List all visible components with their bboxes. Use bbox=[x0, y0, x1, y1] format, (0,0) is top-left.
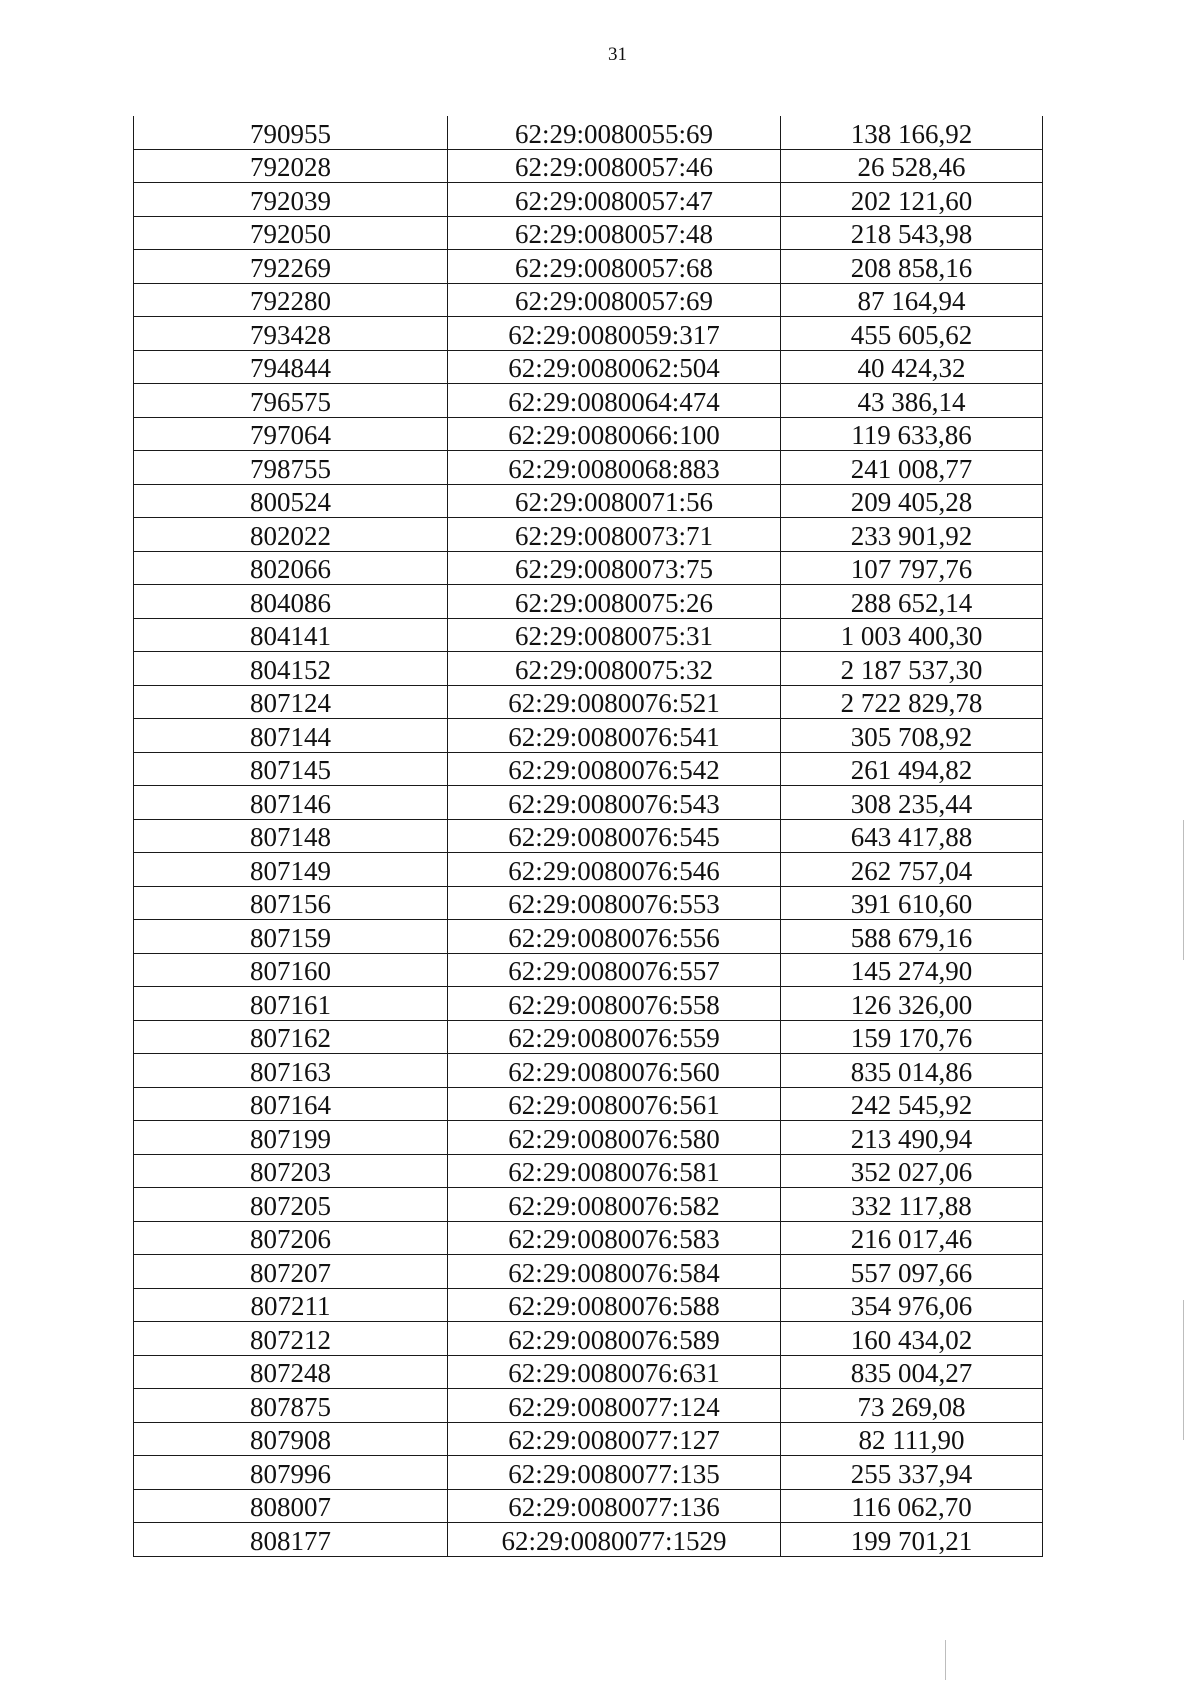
cell-id: 807248 bbox=[134, 1355, 448, 1389]
cell-id: 798755 bbox=[134, 451, 448, 485]
table-row bbox=[134, 953, 1043, 987]
page-number: 31 bbox=[608, 44, 627, 65]
cell-cadastral-value: 835 014,86 bbox=[781, 1054, 1043, 1088]
cell-cadastral-value: 305 708,92 bbox=[781, 719, 1043, 753]
cell-id: 808177 bbox=[134, 1523, 448, 1557]
table-row bbox=[134, 1054, 1043, 1088]
cell-id: 807211 bbox=[134, 1288, 448, 1322]
cell-id: 792280 bbox=[134, 283, 448, 317]
table-row bbox=[134, 1456, 1043, 1490]
cell-cadastral-number: 62:29:0080076:584 bbox=[448, 1255, 781, 1289]
table-row bbox=[134, 451, 1043, 485]
cell-cadastral-value: 557 097,66 bbox=[781, 1255, 1043, 1289]
cell-cadastral-number: 62:29:0080076:557 bbox=[448, 953, 781, 987]
table-body bbox=[134, 116, 1043, 1556]
cell-cadastral-number: 62:29:0080071:56 bbox=[448, 484, 781, 518]
cell-cadastral-value: 2 722 829,78 bbox=[781, 685, 1043, 719]
cell-cadastral-number: 62:29:0080077:1529 bbox=[448, 1523, 781, 1557]
cell-id: 807163 bbox=[134, 1054, 448, 1088]
table-row bbox=[134, 216, 1043, 250]
cell-id: 796575 bbox=[134, 384, 448, 418]
cell-cadastral-number: 62:29:0080076:589 bbox=[448, 1322, 781, 1356]
cell-id: 792039 bbox=[134, 183, 448, 217]
cell-cadastral-number: 62:29:0080057:47 bbox=[448, 183, 781, 217]
table-row bbox=[134, 518, 1043, 552]
cell-id: 807164 bbox=[134, 1087, 448, 1121]
table-row bbox=[134, 719, 1043, 753]
cell-cadastral-number: 62:29:0080076:588 bbox=[448, 1288, 781, 1322]
cell-id: 807203 bbox=[134, 1154, 448, 1188]
table-row bbox=[134, 1020, 1043, 1054]
table-row bbox=[134, 317, 1043, 351]
table-row bbox=[134, 283, 1043, 317]
cell-cadastral-number: 62:29:0080076:631 bbox=[448, 1355, 781, 1389]
cell-cadastral-value: 216 017,46 bbox=[781, 1221, 1043, 1255]
cell-id: 792028 bbox=[134, 149, 448, 183]
cell-cadastral-value: 82 111,90 bbox=[781, 1422, 1043, 1456]
table-row bbox=[134, 920, 1043, 954]
scan-artifact bbox=[945, 1640, 946, 1680]
cell-cadastral-value: 107 797,76 bbox=[781, 551, 1043, 585]
cell-id: 807149 bbox=[134, 853, 448, 887]
table-row bbox=[134, 1087, 1043, 1121]
scan-artifact bbox=[1183, 820, 1184, 960]
table-row bbox=[134, 786, 1043, 820]
cell-id: 800524 bbox=[134, 484, 448, 518]
cell-id: 807996 bbox=[134, 1456, 448, 1490]
cell-id: 793428 bbox=[134, 317, 448, 351]
cell-cadastral-number: 62:29:0080059:317 bbox=[448, 317, 781, 351]
cell-cadastral-number: 62:29:0080076:558 bbox=[448, 987, 781, 1021]
cell-id: 807212 bbox=[134, 1322, 448, 1356]
cell-cadastral-number: 62:29:0080076:581 bbox=[448, 1154, 781, 1188]
cell-id: 807156 bbox=[134, 886, 448, 920]
table-row bbox=[134, 1322, 1043, 1356]
cell-cadastral-value: 43 386,14 bbox=[781, 384, 1043, 418]
cell-cadastral-value: 116 062,70 bbox=[781, 1489, 1043, 1523]
table-row bbox=[134, 1489, 1043, 1523]
cell-cadastral-number: 62:29:0080073:75 bbox=[448, 551, 781, 585]
table-row bbox=[134, 618, 1043, 652]
cell-cadastral-value: 160 434,02 bbox=[781, 1322, 1043, 1356]
cell-cadastral-number: 62:29:0080062:504 bbox=[448, 350, 781, 384]
cell-id: 807159 bbox=[134, 920, 448, 954]
cell-cadastral-number: 62:29:0080057:68 bbox=[448, 250, 781, 284]
cell-cadastral-number: 62:29:0080055:69 bbox=[448, 116, 781, 149]
cell-cadastral-value: 202 121,60 bbox=[781, 183, 1043, 217]
cell-cadastral-number: 62:29:0080075:26 bbox=[448, 585, 781, 619]
cell-cadastral-value: 354 976,06 bbox=[781, 1288, 1043, 1322]
cell-cadastral-number: 62:29:0080076:545 bbox=[448, 819, 781, 853]
cell-cadastral-value: 241 008,77 bbox=[781, 451, 1043, 485]
cell-id: 804141 bbox=[134, 618, 448, 652]
cell-cadastral-value: 218 543,98 bbox=[781, 216, 1043, 250]
cell-cadastral-number: 62:29:0080068:883 bbox=[448, 451, 781, 485]
cell-cadastral-number: 62:29:0080064:474 bbox=[448, 384, 781, 418]
table-row bbox=[134, 1121, 1043, 1155]
table-row bbox=[134, 417, 1043, 451]
cell-id: 807145 bbox=[134, 752, 448, 786]
cell-id: 792269 bbox=[134, 250, 448, 284]
cadastral-value-table bbox=[133, 116, 1043, 1557]
cell-id: 807161 bbox=[134, 987, 448, 1021]
cell-id: 807162 bbox=[134, 1020, 448, 1054]
cell-cadastral-number: 62:29:0080075:32 bbox=[448, 652, 781, 686]
cell-cadastral-value: 242 545,92 bbox=[781, 1087, 1043, 1121]
cell-cadastral-value: 138 166,92 bbox=[781, 116, 1043, 149]
cell-cadastral-number: 62:29:0080076:560 bbox=[448, 1054, 781, 1088]
cell-cadastral-value: 835 004,27 bbox=[781, 1355, 1043, 1389]
table-row bbox=[134, 819, 1043, 853]
table-row bbox=[134, 384, 1043, 418]
cell-cadastral-value: 588 679,16 bbox=[781, 920, 1043, 954]
cell-cadastral-number: 62:29:0080076:582 bbox=[448, 1188, 781, 1222]
cell-cadastral-number: 62:29:0080066:100 bbox=[448, 417, 781, 451]
cell-cadastral-number: 62:29:0080057:69 bbox=[448, 283, 781, 317]
table-row bbox=[134, 551, 1043, 585]
table-row bbox=[134, 183, 1043, 217]
table-row bbox=[134, 116, 1043, 149]
cell-cadastral-number: 62:29:0080057:46 bbox=[448, 149, 781, 183]
cell-cadastral-value: 391 610,60 bbox=[781, 886, 1043, 920]
cell-cadastral-value: 26 528,46 bbox=[781, 149, 1043, 183]
cell-id: 807199 bbox=[134, 1121, 448, 1155]
table-row bbox=[134, 1154, 1043, 1188]
cell-cadastral-number: 62:29:0080057:48 bbox=[448, 216, 781, 250]
cell-cadastral-value: 233 901,92 bbox=[781, 518, 1043, 552]
table-row bbox=[134, 685, 1043, 719]
cell-cadastral-number: 62:29:0080076:583 bbox=[448, 1221, 781, 1255]
cell-id: 807160 bbox=[134, 953, 448, 987]
cell-cadastral-number: 62:29:0080076:561 bbox=[448, 1087, 781, 1121]
cell-cadastral-value: 87 164,94 bbox=[781, 283, 1043, 317]
cell-cadastral-number: 62:29:0080077:124 bbox=[448, 1389, 781, 1423]
table-row bbox=[134, 652, 1043, 686]
cell-cadastral-number: 62:29:0080077:135 bbox=[448, 1456, 781, 1490]
cell-cadastral-number: 62:29:0080076:553 bbox=[448, 886, 781, 920]
cell-id: 804086 bbox=[134, 585, 448, 619]
cell-id: 802022 bbox=[134, 518, 448, 552]
cell-cadastral-number: 62:29:0080076:541 bbox=[448, 719, 781, 753]
cell-cadastral-value: 1 003 400,30 bbox=[781, 618, 1043, 652]
cell-cadastral-number: 62:29:0080076:542 bbox=[448, 752, 781, 786]
table-row bbox=[134, 1288, 1043, 1322]
cell-id: 790955 bbox=[134, 116, 448, 149]
cell-id: 807207 bbox=[134, 1255, 448, 1289]
cell-cadastral-number: 62:29:0080075:31 bbox=[448, 618, 781, 652]
cell-cadastral-value: 199 701,21 bbox=[781, 1523, 1043, 1557]
cell-id: 807908 bbox=[134, 1422, 448, 1456]
table-row bbox=[134, 250, 1043, 284]
cell-cadastral-value: 145 274,90 bbox=[781, 953, 1043, 987]
table-row bbox=[134, 1255, 1043, 1289]
cell-cadastral-value: 261 494,82 bbox=[781, 752, 1043, 786]
cell-cadastral-number: 62:29:0080073:71 bbox=[448, 518, 781, 552]
cell-cadastral-number: 62:29:0080076:559 bbox=[448, 1020, 781, 1054]
cell-cadastral-value: 643 417,88 bbox=[781, 819, 1043, 853]
table-row bbox=[134, 886, 1043, 920]
table-row bbox=[134, 1188, 1043, 1222]
cell-cadastral-value: 126 326,00 bbox=[781, 987, 1043, 1021]
cell-cadastral-value: 119 633,86 bbox=[781, 417, 1043, 451]
cell-id: 802066 bbox=[134, 551, 448, 585]
table-row bbox=[134, 1422, 1043, 1456]
cell-id: 792050 bbox=[134, 216, 448, 250]
cell-id: 807205 bbox=[134, 1188, 448, 1222]
table-row bbox=[134, 752, 1043, 786]
cell-id: 807124 bbox=[134, 685, 448, 719]
table-row bbox=[134, 1389, 1043, 1423]
cell-cadastral-value: 455 605,62 bbox=[781, 317, 1043, 351]
table-row bbox=[134, 987, 1043, 1021]
cell-cadastral-number: 62:29:0080076:556 bbox=[448, 920, 781, 954]
scan-artifact bbox=[1183, 1300, 1184, 1440]
cell-cadastral-value: 262 757,04 bbox=[781, 853, 1043, 887]
cell-cadastral-value: 352 027,06 bbox=[781, 1154, 1043, 1188]
table-row bbox=[134, 350, 1043, 384]
cell-cadastral-number: 62:29:0080076:521 bbox=[448, 685, 781, 719]
cell-cadastral-number: 62:29:0080076:543 bbox=[448, 786, 781, 820]
cell-id: 807144 bbox=[134, 719, 448, 753]
cell-cadastral-value: 40 424,32 bbox=[781, 350, 1043, 384]
table-row bbox=[134, 1523, 1043, 1557]
cell-cadastral-number: 62:29:0080077:136 bbox=[448, 1489, 781, 1523]
cell-cadastral-value: 213 490,94 bbox=[781, 1121, 1043, 1155]
cell-cadastral-value: 208 858,16 bbox=[781, 250, 1043, 284]
table-row bbox=[134, 149, 1043, 183]
cell-cadastral-value: 288 652,14 bbox=[781, 585, 1043, 619]
cell-id: 807206 bbox=[134, 1221, 448, 1255]
cell-cadastral-value: 2 187 537,30 bbox=[781, 652, 1043, 686]
cell-cadastral-value: 332 117,88 bbox=[781, 1188, 1043, 1222]
cell-cadastral-value: 308 235,44 bbox=[781, 786, 1043, 820]
cell-id: 807148 bbox=[134, 819, 448, 853]
table-row bbox=[134, 1355, 1043, 1389]
cell-cadastral-value: 209 405,28 bbox=[781, 484, 1043, 518]
cell-id: 794844 bbox=[134, 350, 448, 384]
cell-cadastral-number: 62:29:0080077:127 bbox=[448, 1422, 781, 1456]
cell-id: 804152 bbox=[134, 652, 448, 686]
cell-cadastral-value: 255 337,94 bbox=[781, 1456, 1043, 1490]
cell-id: 807146 bbox=[134, 786, 448, 820]
cell-cadastral-value: 159 170,76 bbox=[781, 1020, 1043, 1054]
table-row bbox=[134, 484, 1043, 518]
cell-cadastral-number: 62:29:0080076:546 bbox=[448, 853, 781, 887]
table-row bbox=[134, 1221, 1043, 1255]
cell-id: 797064 bbox=[134, 417, 448, 451]
cell-id: 808007 bbox=[134, 1489, 448, 1523]
cell-cadastral-value: 73 269,08 bbox=[781, 1389, 1043, 1423]
cell-cadastral-number: 62:29:0080076:580 bbox=[448, 1121, 781, 1155]
cell-id: 807875 bbox=[134, 1389, 448, 1423]
table-row bbox=[134, 585, 1043, 619]
table-row bbox=[134, 853, 1043, 887]
